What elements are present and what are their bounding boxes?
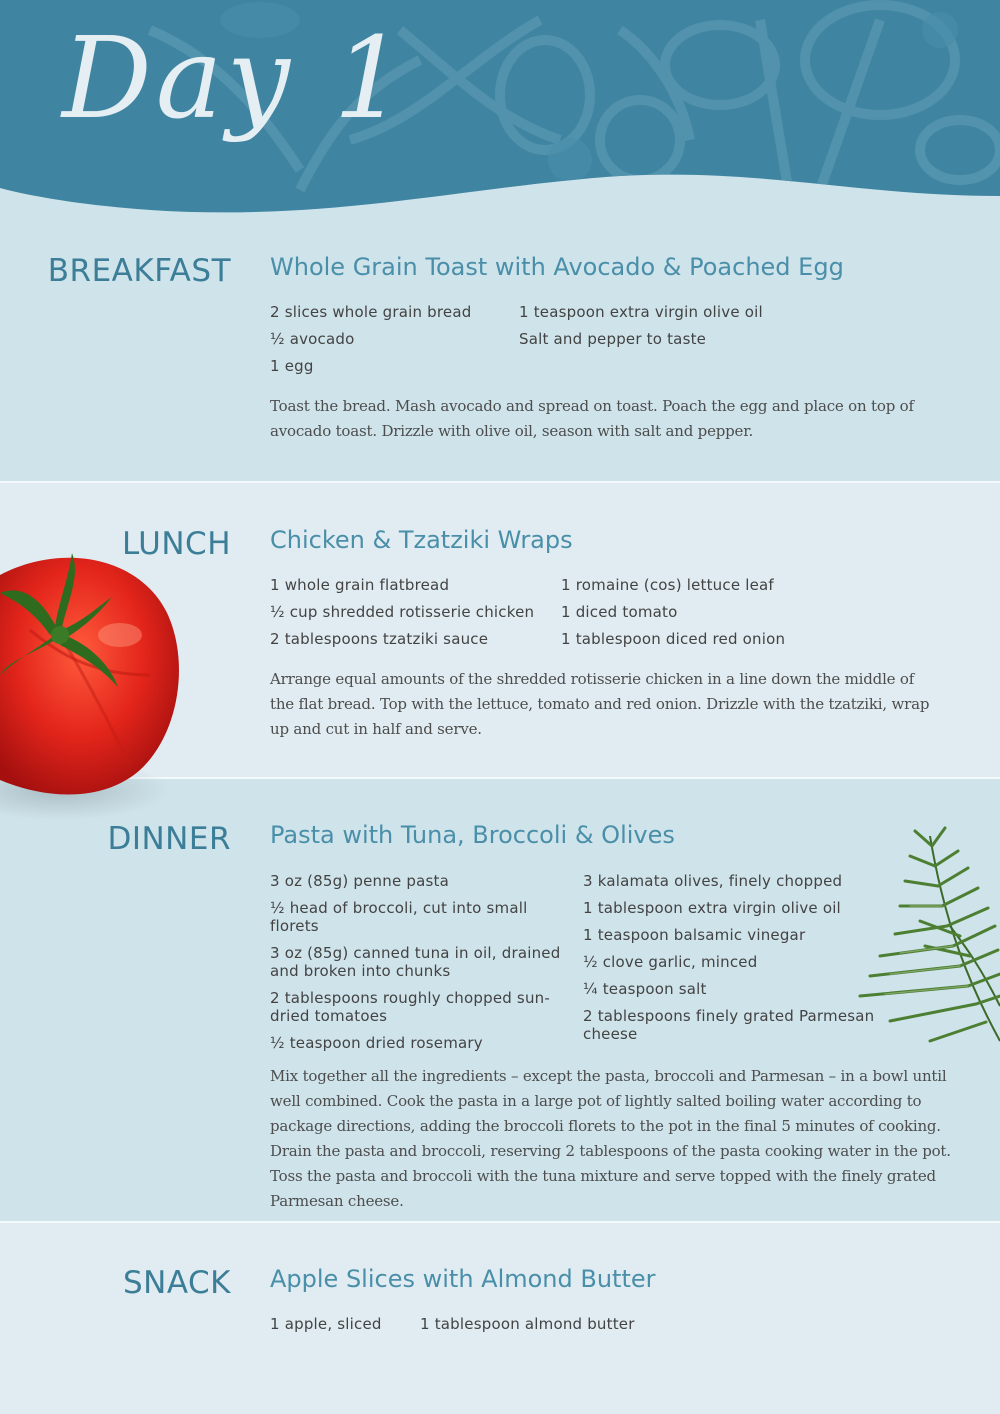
- ingredient-item: 1 egg: [270, 357, 314, 375]
- ingredient-item: 1 apple, sliced: [270, 1315, 382, 1333]
- ingredient-item: ½ avocado: [270, 330, 355, 348]
- recipe-title-snack: Apple Slices with Almond Butter: [270, 1265, 656, 1293]
- ingredient-item: 1 teaspoon extra virgin olive oil: [519, 303, 763, 321]
- ingredient-item: ¼ teaspoon salt: [583, 980, 707, 998]
- rosemary-sprig-illustration: [850, 826, 1000, 1056]
- ingredient-item: 2 slices whole grain bread: [270, 303, 472, 321]
- header-banner: [0, 0, 1000, 230]
- recipe-title-breakfast: Whole Grain Toast with Avocado & Poached Egg: [270, 253, 844, 281]
- meal-label-dinner: DINNER: [107, 821, 231, 857]
- ingredients-right-dinner: [583, 872, 883, 1052]
- ingredient-item: ½ cup shredded rotisserie chicken: [270, 603, 535, 621]
- meal-label-snack: SNACK: [122, 1265, 231, 1301]
- ingredients-left-breakfast: [270, 303, 471, 384]
- ingredient-item: 1 teaspoon balsamic vinegar: [583, 926, 806, 944]
- ingredients-left-lunch: [270, 576, 534, 657]
- meal-label-breakfast: BREAKFAST: [47, 253, 231, 289]
- day-title: Day 1: [62, 14, 409, 144]
- snack-section: [0, 1223, 1000, 1414]
- instructions-lunch: Arrange equal amounts of the shredded rotisserie chicken in a line down the middle of the flat bread. Top with the lettuce, tomato and red onion. Drizzle with the tzatziki, wrap up and cut in half and serve.: [270, 670, 930, 738]
- instructions-dinner: Mix together all the ingredients – except the pasta, broccoli and Parmesan – in a bowl until well combined. Cook the pasta in a large pot of lightly salted boiling water according to package directions, adding the broccoli florets to the pot in the final 5 minutes of cooking. Drain the pasta and broccoli, reserving 2 tablespoons of the pasta cooking water in the pot. Toss the pasta and broccoli with the tuna mixture and serve topped with the finely grated Parmesan cheese.: [270, 1067, 951, 1210]
- recipe-title-dinner: Pasta with Tuna, Broccoli & Olives: [270, 821, 675, 849]
- ingredient-item: 1 romaine (cos) lettuce leaf: [561, 576, 774, 594]
- ingredient-item: 2 tablespoons finely grated Parmesan cheese: [583, 1007, 875, 1043]
- ingredients-right-breakfast: [519, 303, 763, 357]
- meal-label-lunch: LUNCH: [121, 526, 231, 562]
- ingredient-item: ½ head of broccoli, cut into small florets: [270, 899, 528, 935]
- ingredient-item: 1 whole grain flatbread: [270, 576, 450, 594]
- ingredient-item: 1 tablespoon diced red onion: [561, 630, 786, 648]
- ingredients-left-snack: [270, 1315, 382, 1342]
- recipe-title-lunch: Chicken & Tzatziki Wraps: [270, 526, 573, 554]
- instructions-breakfast: Toast the bread. Mash avocado and spread on toast. Poach the egg and place on top of avocado toast. Drizzle with olive oil, season with salt and pepper.: [270, 397, 914, 440]
- ingredients-right-snack: [420, 1315, 635, 1342]
- ingredient-item: ½ teaspoon dried rosemary: [270, 1034, 483, 1052]
- ingredient-item: ½ clove garlic, minced: [583, 953, 758, 971]
- tomato-illustration: [0, 535, 190, 835]
- ingredient-item: 1 diced tomato: [561, 603, 678, 621]
- ingredient-item: 3 kalamata olives, finely chopped: [583, 872, 843, 890]
- ingredients-right-lunch: [561, 576, 785, 657]
- ingredient-item: 2 tablespoons roughly chopped sun-dried tomatoes: [270, 989, 550, 1025]
- ingredients-left-dinner: [270, 872, 565, 1061]
- ingredient-item: 1 tablespoon almond butter: [420, 1315, 635, 1333]
- ingredient-item: 3 oz (85g) penne pasta: [270, 872, 449, 890]
- ingredient-item: 3 oz (85g) canned tuna in oil, drained and broken into chunks: [270, 944, 561, 980]
- ingredient-item: 2 tablespoons tzatziki sauce: [270, 630, 489, 648]
- ingredient-item: 1 tablespoon extra virgin olive oil: [583, 899, 841, 917]
- ingredient-item: Salt and pepper to taste: [519, 330, 707, 348]
